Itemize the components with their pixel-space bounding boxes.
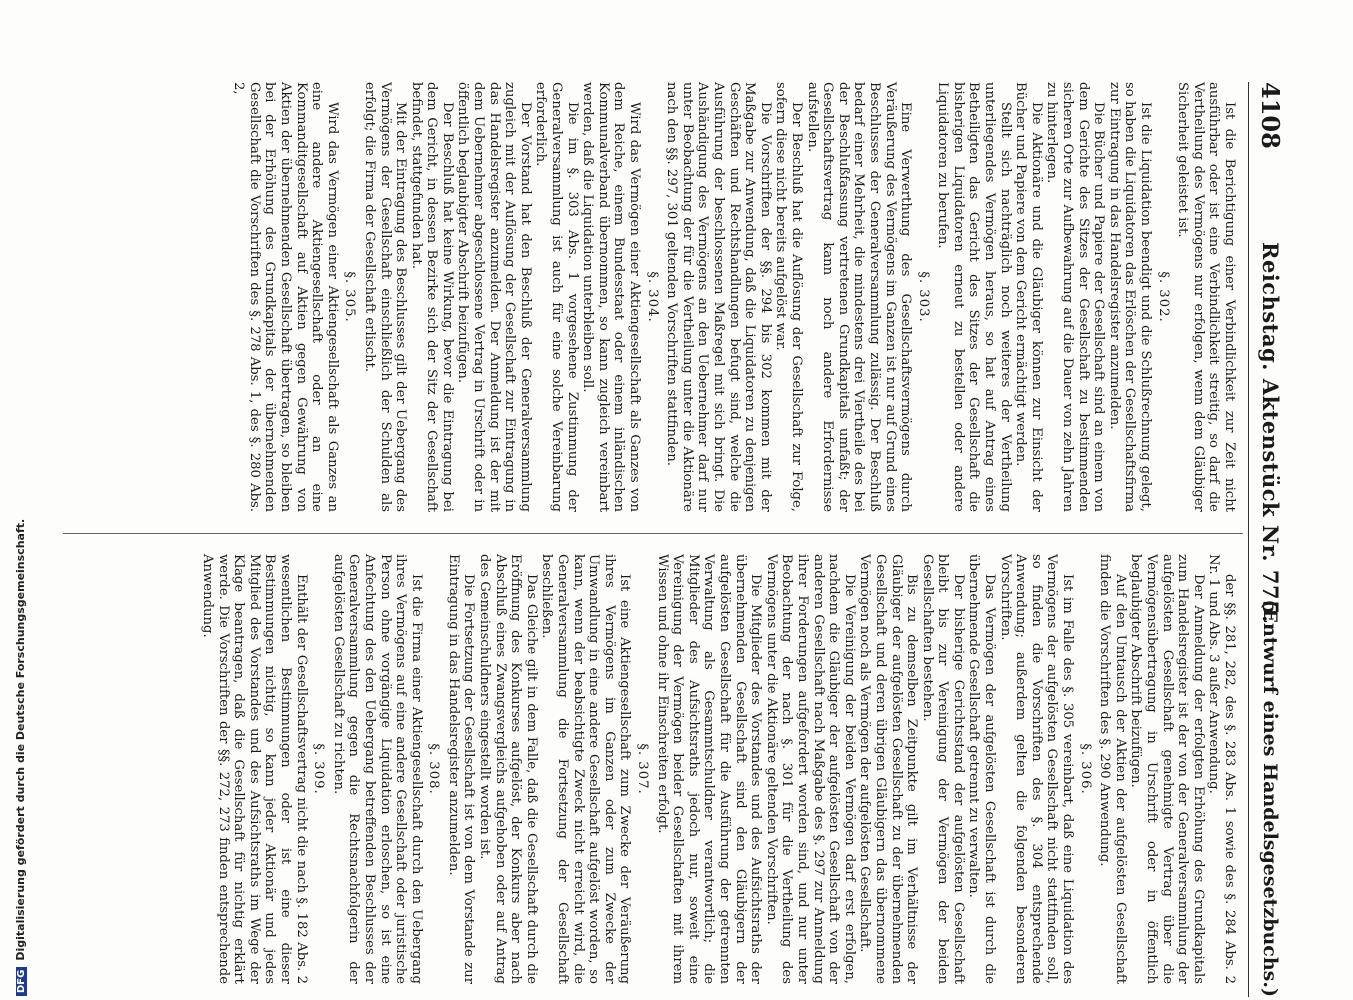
paragraph: Die im §. 303 Abs. 1 vorgesehene Zustimmung der Generalversammlung ist auch für eine solche Vereinbarung erforderlich. — [533, 82, 580, 512]
paragraph: Die Mitglieder des Vorstandes und des Aufsichtsraths der übernehmenden Gesellschaft sind den Gläubigern der aufgelösten Gesellschaft für die Ausführung der getrennten Verwaltung als Gesammtschuldner verantwortlich; die Mitglieder des Aufsichtsraths jedoch nur, soweit eine Vereinigung der Vermögen beider Gesellschaften mit ihrem Wissen und ohne ihr Einschreiten erfolgt. — [654, 554, 764, 984]
paragraph: Die Bücher und Papiere der Gesellschaft sind an einem von dem Gerichte des Sitzes der Gesellschaft zu bestimmenden sicheren Orte zur Aufbewahrung auf die Dauer von zehn Jahren zu hinterlegen. — [1044, 82, 1107, 512]
page-subtitle: (Entwurf eines Handelsgesetzbuchs.) — [1259, 599, 1281, 997]
paragraph: Auf den Umtausch der Aktien der aufgelösten Gesellschaft finden die Vorschriften des §. 290 Anwendung. — [1097, 554, 1128, 984]
paragraph: Ist die Liquidation beendigt und die Schlußrechnung gelegt, so haben die Liquidatoren das Erlöschen der Gesellschaftsfirma zur Eintragung in das Handelsregister anzumelden. — [1106, 82, 1154, 512]
paragraph: Die Vereinigung der beiden Vermögen darf erst erfolgen, nachdem die Gläubiger der aufgelösten Gesellschaft von der anderen Gesellschaft nach Maßgabe des §. 297 zur Anmeldung ihrer Forderungen aufgefordert worden sind, und nur unter Beobachtung der nach §. 301 für die Vertheilung des Vermögens unter die Aktionäre geltenden Vorschriften. — [763, 554, 857, 984]
paragraph: Ist im Falle des §. 305 vereinbart, daß eine Liquidation des Vermögens der aufgelösten Gesellschaft nicht stattfinden soll, so finden die Vorschriften des §. 304 entsprechende Anwendung; außerdem gelten die folgenden besonderen Vorschriften. — [997, 554, 1076, 984]
paragraph: Stellt sich nachträglich noch weiteres der Vertheilung unterliegendes Vermögen heraus, so hat auf Antrag eines Betheiligten das Gericht des Sitzes der Gesellschaft die bisherigen Liquidatoren erneut zu bestellen oder andere Liquidatoren zu berufen. — [935, 82, 1013, 512]
paragraph: Der bisherige Gerichtsstand der aufgelösten Gesellschaft bleibt bis zur Vereinigung der Vermögen der beiden Gesellschaften bestehen. — [919, 554, 966, 984]
section-heading: §. 303. — [915, 271, 931, 323]
document-page — [51, 82, 1291, 997]
paragraph: Der Beschluß hat keine Wirkung, bevor die Eintragung bei dem Gericht, in dessen Bezirke sich der Sitz der Gesellschaft befindet, stattgefunden hat. — [408, 82, 455, 512]
paragraph: Das Vermögen der aufgelösten Gesellschaft ist durch die übernehmende Gesellschaft getrennt zu verwalten. — [966, 554, 998, 984]
left-column — [57, 82, 1237, 512]
paragraph: Ist eine Aktiengesellschaft zum Zwecke der Veräußerung ihres Vermögens im Ganzen oder zum Zwecke der Umwandlung in eine andere Gesellschaft aufgelöst worden, so kann, wenn der beabsichtigte Zweck nicht erreicht wird, die Generalversammlung die Fortsetzung der Gesellschaft beschließen. — [539, 554, 633, 984]
section-heading: §. 307. — [635, 743, 651, 795]
section-heading: §. 304. — [644, 271, 660, 323]
paragraph: Ist die Firma einer Aktiengesellschaft durch den Uebergang ihres Vermögens auf eine andere Gesellschaft oder juristische Person ohne vorgängige Liquidation erloschen, so ist eine Anfechtung des den Uebergang betreffenden Beschlusses der Generalversammlung gegen die Rechtsnachfolgerin der aufgelösten Gesellschaft zu richten. — [330, 554, 424, 984]
paragraph: Mit der Eintragung des Beschlusses gilt der Uebergang des Vermögens der Gesellschaft einschließlich der Schulden als erfolgt; die Firma der Gesellschaft erlischt. — [361, 82, 409, 512]
footer-note — [14, 0, 34, 996]
section-heading: §. 306. — [1077, 743, 1093, 795]
paragraph: Das Gleiche gilt in dem Falle, daß die Gesellschaft durch die Eröffnung des Konkurses aufgelöst, der Konkurs aber nach Abschluß eines Zwangsvergleichs aufgehoben oder auf Antrag des Gemeinschuldners eingestellt worden ist. — [477, 554, 539, 984]
paragraph: Ist die Berichtigung einer Verbindlichkeit zur Zeit nicht ausführbar oder ist eine Verbindlichkeit streitig, so darf die Vertheilung des Vermögens nur erfolgen, wenn dem Gläubiger Sicherheit geleistet ist. — [1175, 82, 1237, 512]
paragraph: Die Fortsetzung der Gesellschaft ist von dem Vorstande zur Eintragung in das Handelsregister anzumelden. — [445, 554, 477, 984]
column-separator — [63, 533, 1243, 534]
section-heading: §. 305. — [342, 271, 358, 323]
footer-text: Digitalisierung gefördert durch die Deutsche Forschungsgemeinschaft. — [14, 518, 27, 961]
paragraph: Wird das Vermögen einer Aktiengesellschaft als Ganzes an eine andere Aktiengesellschaft oder an eine Kommanditgesellschaft auf Aktien gegen Gewährung von Aktien der übernehmenden Gesellschaft übertragen, so bleiben bei der Erhöhung des Grundkapitals der übernehmenden Gesellschaft die Vorschriften des §. 278 Abs. 1, des §. 280 Abs. 2, — [231, 82, 340, 512]
dfg-logo: DFG — [16, 967, 27, 996]
paragraph: Wird das Vermögen einer Aktiengesellschaft als Ganzes von dem Reiche, einem Bundesstaat oder einem inländischen Kommunalverband übernommen, so kann zugleich vereinbart werden, daß die Liquidation unterbleiben soll. — [580, 82, 643, 512]
header-divider — [1248, 82, 1249, 997]
paragraph: Die Aktionäre und die Gläubiger können zur Einsicht der Bücher und Papiere von dem Gericht ermächtigt werden. — [1013, 82, 1044, 512]
section-heading: §. 302. — [1155, 271, 1171, 323]
section-heading: §. 309. — [311, 743, 327, 795]
paragraph: Enthält der Gesellschaftsvertrag nicht die nach §. 182 Abs. 2 wesentlichen Bestimmungen oder ist eine dieser Bestimmungen nichtig, so kann jeder Aktionär und jedes Mitglied des Vorstandes und des Aufsichtsraths im Wege der Klage beantragen, daß die Gesellschaft für nichtig erklärt werde. Die Vorschriften der §§. 272, 273 finden entsprechende Anwendung. — [200, 554, 309, 984]
paragraph: Der Anmeldung der erfolgten Erhöhung des Grundkapitals zum Handelsregister ist der von der Generalversammlung der aufgelösten Gesellschaft genehmigte Vertrag über die Vermögensübertragung in Urschrift oder in öffentlich beglaubigter Abschrift beizufügen. — [1128, 554, 1206, 984]
page-title: Reichstag. Aktenstück Nr. 775. — [1258, 242, 1283, 623]
paragraph: der §§. 281, 282, des §. 283 Abs. 1 sowie des §. 284 Abs. 2 Nr. 1 und Abs. 3 außer Anwendung. — [1206, 554, 1237, 984]
page-number: 4108 — [1256, 82, 1285, 149]
section-heading: §. 308. — [426, 743, 442, 795]
paragraph: Eine Verwerthung des Gesellschaftsvermögens durch Veräußerung des Vermögens im Ganzen ist nur auf Grund eines Beschlusses der Generalversammlung zulässig. Der Beschluß bedarf einer Mehrheit, die mindestens drei Viertheile des bei der Beschlußfassung vertretenen Grundkapitals umfaßt; der Gesellschaftsvertrag kann noch andere Erfordernisse aufstellen. — [804, 82, 914, 512]
right-column — [57, 554, 1237, 984]
paragraph: Die Vorschriften der §§. 294 bis 302 kommen mit der Maßgabe zur Anwendung, daß die Liquidatoren zu denjenigen Geschäften und Rechtshandlungen befugt sind, welche die Ausführung der beschlossenen Maßregel mit sich bringt. Die Aushändigung des Vermögens an den Uebernehmer darf nur unter Beobachtung der für die Vertheilung unter die Aktionäre nach den §§. 297, 301 geltenden Vorschriften stattfinden. — [664, 82, 773, 512]
paragraph: Der Vorstand hat den Beschluß der Generalversammlung zugleich mit der Auflösung der Gesellschaft zur Eintragung in das Handelsregister anzumelden. Der Anmeldung ist der mit dem Uebernehmer abgeschlossene Vertrag in Urschrift oder in öffentlich beglaubigter Abschrift beizufügen. — [455, 82, 533, 512]
page-header — [1251, 82, 1291, 997]
paragraph: Der Beschluß hat die Auflösung der Gesellschaft zur Folge, sofern diese nicht bereits aufgelöst war. — [773, 82, 804, 512]
paragraph: Bis zu demselben Zeitpunkte gilt im Verhältnisse der Gläubiger der aufgelösten Gesellschaft zu der übernehmenden Gesellschaft und deren übrigen Gläubigern das übernommene Vermögen noch als Vermögen der aufgelösten Gesellschaft. — [857, 554, 920, 984]
